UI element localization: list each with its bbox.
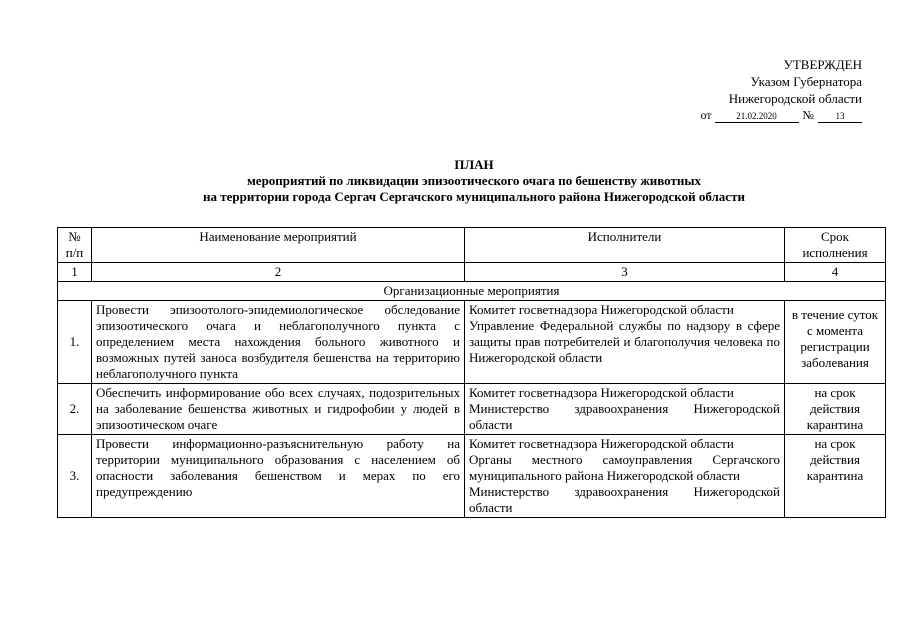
col-number: 4 [785,263,886,282]
col-number: 1 [58,263,92,282]
approval-region: Нижегородской области [728,91,862,106]
row-executors [465,384,785,435]
executor: Комитет госветнадзора Нижегородской области [469,302,734,317]
row-number: 2. [58,384,92,435]
column-number-row [58,263,886,282]
title-plan: ПЛАН [454,157,494,172]
plan-table [57,227,886,518]
approval-decree: Указом Губернатора [750,74,862,89]
table-row [58,435,886,518]
row-activity: Провести информационно-разъяснительную работу на территории муниципального образования с населением об опасности заболевания бешенством и мерах по его предупреждению [92,435,465,518]
row-term: на срок действия карантина [785,384,886,435]
table-header-row [58,228,886,263]
row-activity: Обеспечить информирование обо всех случаях, подозрительных на заболевание бешенства животных и гидрофобии у людей в эпизоотическом очаге [92,384,465,435]
table-row [58,384,886,435]
header-name: Наименование мероприятий [92,228,465,263]
approval-stamp [600,56,862,124]
approval-status: УТВЕРЖДЕН [783,57,862,72]
executor: Комитет госветнадзора Нижегородской области [469,385,734,400]
col-number: 2 [92,263,465,282]
section-title: Организационные мероприятия [58,282,886,301]
col-number: 3 [465,263,785,282]
approval-from-label: от [700,108,712,122]
title-subject: мероприятий по ликвидации эпизоотического очага по бешенству животных [246,173,702,188]
executor: Министерство здравоохранения Нижегородской области [469,484,780,515]
row-executors [465,301,785,384]
approval-date: 21.02.2020 [715,111,799,123]
approval-number-label: № [802,108,814,122]
executor: Органы местного самоуправления Сергачского муниципального района Нижегородской области [469,452,780,483]
row-term: на срок действия карантина [785,435,886,518]
row-number: 3. [58,435,92,518]
table-row [58,301,886,384]
section-row [58,282,886,301]
row-number: 1. [58,301,92,384]
row-activity: Провести эпизоотолого-эпидемиологическое обследование эпизоотического очага и неблагополучного пункта с определением места нахождения больного животного и возможных путей заноса возбудителя бешенства на территорию неблагополучного пункта [92,301,465,384]
executor: Управление Федеральной службы по надзору в сфере защиты прав потребителей и благополучия человека по Нижегородской области [469,318,780,365]
executor: Комитет госветнадзора Нижегородской области [469,436,734,451]
approval-number: 13 [818,111,862,123]
header-executors: Исполнители [465,228,785,263]
header-term: Срок исполнения [785,228,886,263]
header-num: № п/п [58,228,92,263]
executor: Министерство здравоохранения Нижегородской области [469,401,780,432]
row-term: в течение суток с момента регистрации заболевания [785,301,886,384]
row-executors [465,435,785,518]
title-territory: на территории города Сергач Сергачского муниципального района Нижегородской области [203,189,745,204]
approval-date-row [600,107,862,124]
document-title [100,157,848,205]
